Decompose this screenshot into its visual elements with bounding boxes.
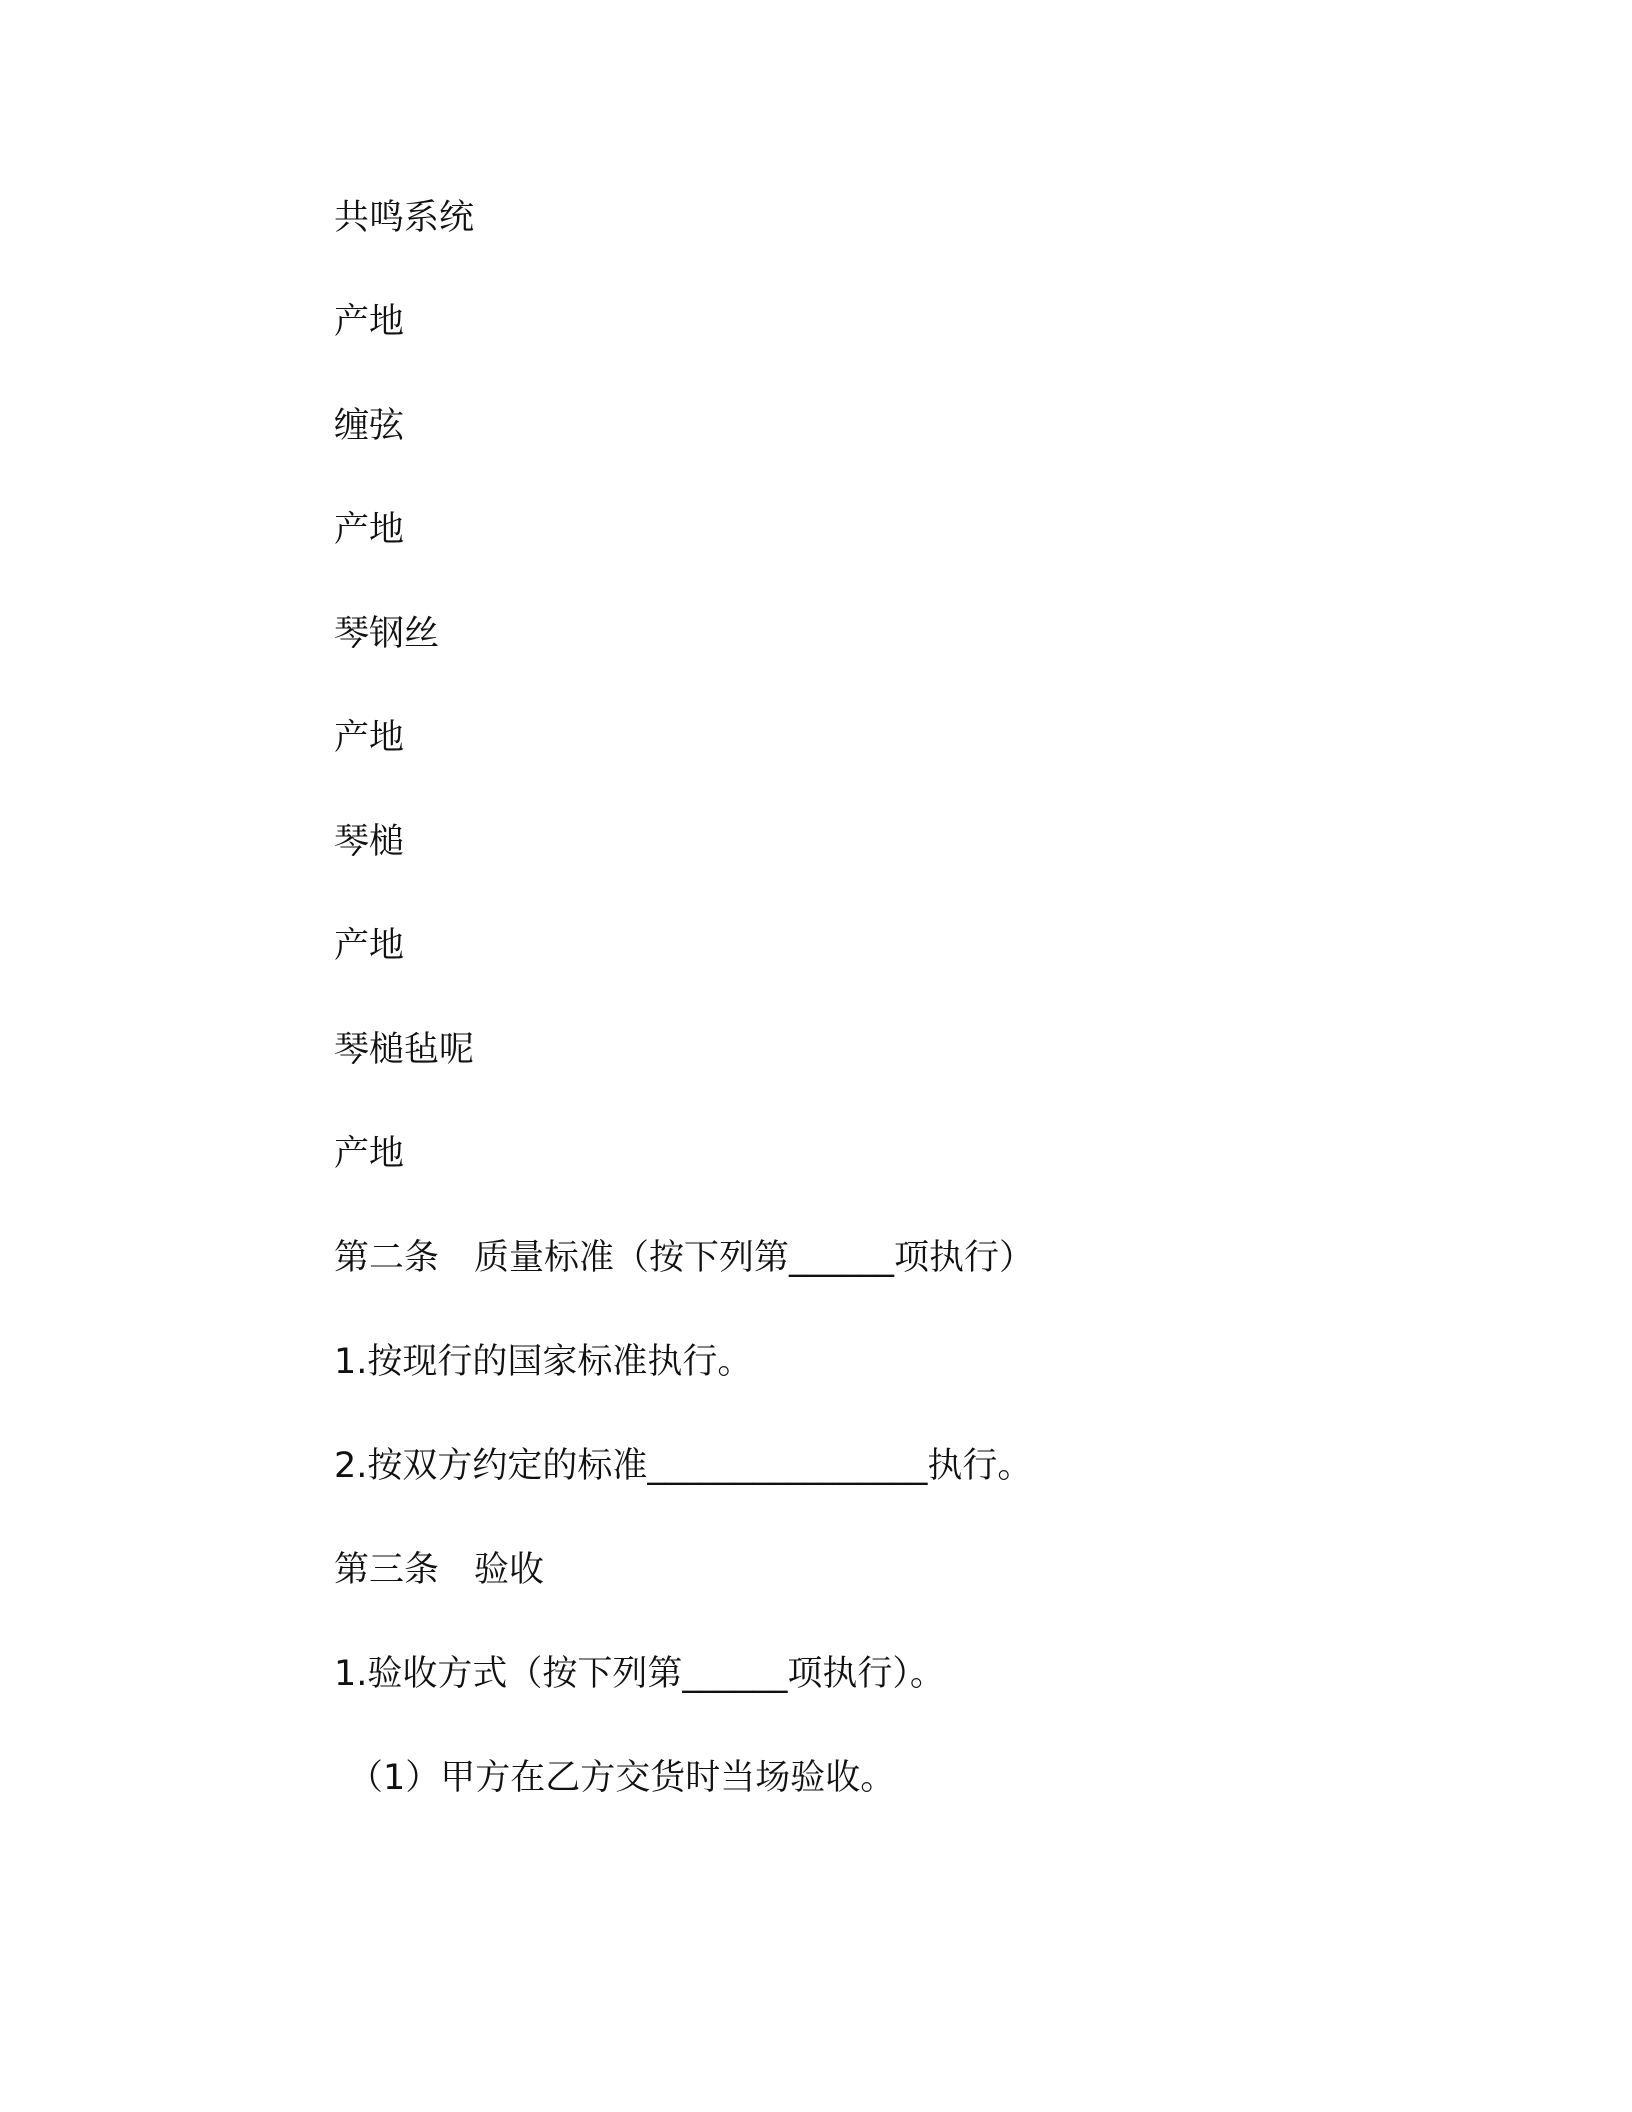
item-origin: 产地 — [334, 926, 405, 966]
item-wound-string: 缠弦 — [334, 406, 405, 446]
item-resonance-system: 共鸣系统 — [334, 198, 475, 238]
item-origin: 产地 — [334, 718, 405, 758]
article-3-clause-1: 1.验收方式（按下列第______项执行）。 — [334, 1654, 945, 1694]
item-hammer: 琴槌 — [334, 822, 405, 862]
item-origin: 产地 — [334, 1134, 405, 1174]
article-2-clause-2: 2.按双方约定的标准________________执行。 — [334, 1446, 1033, 1486]
document-body — [334, 188, 1434, 1852]
item-hammer-felt: 琴槌毡呢 — [334, 1030, 475, 1070]
article-2-clause-1: 1.按现行的国家标准执行。 — [334, 1342, 753, 1382]
article-3-subclause-1: （1）甲方在乙方交货时当场验收。 — [348, 1758, 896, 1798]
item-origin: 产地 — [334, 510, 405, 550]
article-3-heading: 第三条 验收 — [334, 1550, 545, 1590]
article-2-heading: 第二条 质量标准（按下列第______项执行） — [334, 1238, 1035, 1278]
item-piano-wire: 琴钢丝 — [334, 614, 440, 654]
item-origin: 产地 — [334, 302, 405, 342]
